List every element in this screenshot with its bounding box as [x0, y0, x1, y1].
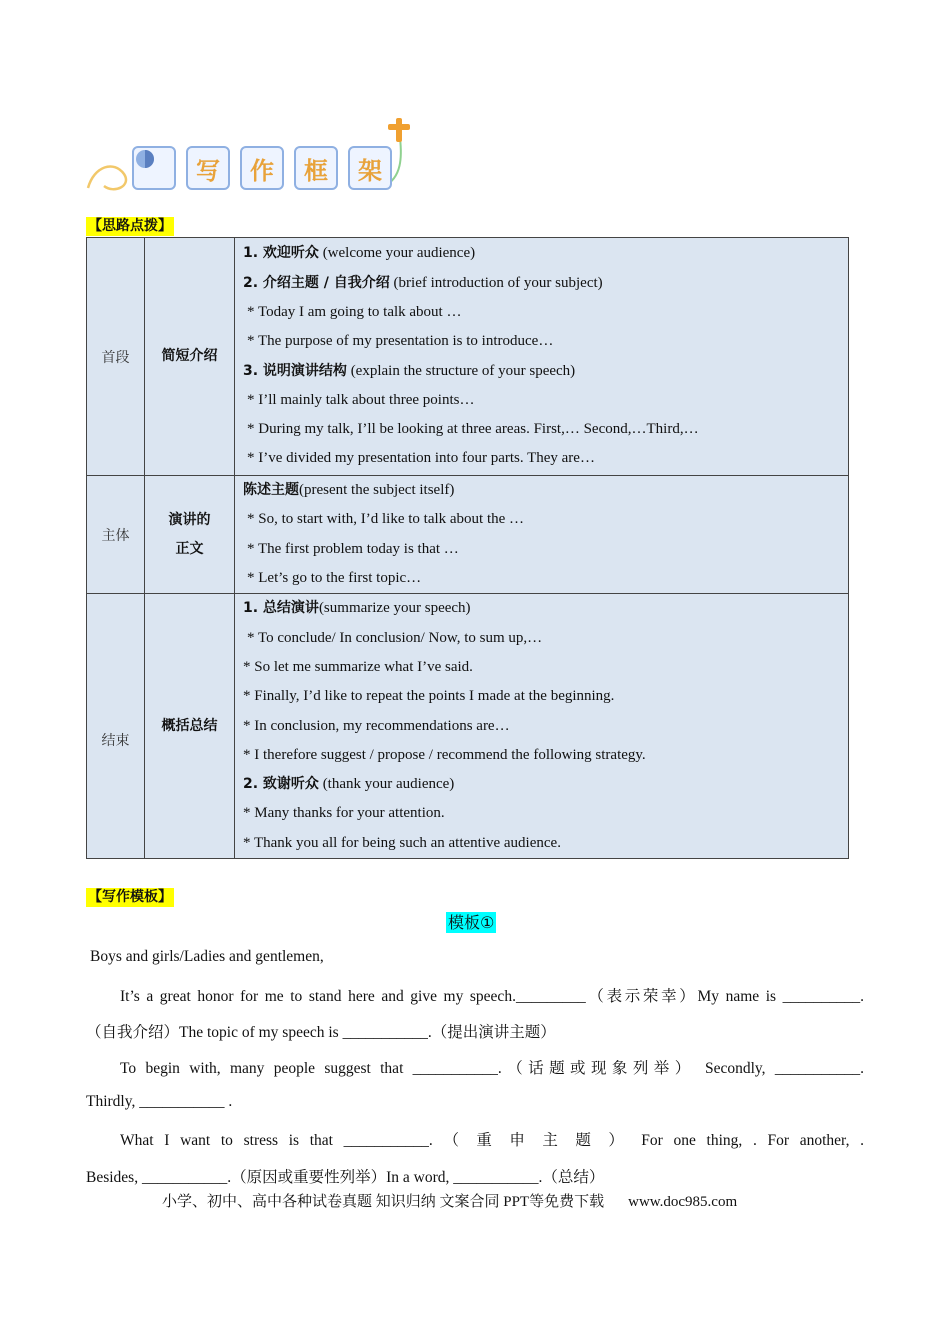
- paragraph-line: To begin with, many people suggest that ___________.（话题或现象列举） Secondly, ___________.: [120, 1060, 864, 1077]
- paragraph-line: Besides, ___________.（原因或重要性列举）In a word, ___________.（总结）: [86, 1169, 605, 1186]
- content-cell: [235, 238, 849, 476]
- content-line: * So, to start with, I’d like to talk about the …: [247, 511, 525, 528]
- thinking-label: 【思路点拨】: [88, 218, 172, 234]
- paragraph-line: What I want to stress is that ___________. （ 重 申 主 题 ） For one thing, . For another, .: [120, 1132, 864, 1149]
- paragraph-line: It’s a great honor for me to stand here and give my speech._________（表示荣幸）My name is __________.: [120, 988, 864, 1005]
- content-line: 2. 介绍主题 / 自我介绍 (brief introduction of your subject): [243, 274, 603, 291]
- content-line: * In conclusion, my recommendations are…: [243, 717, 510, 734]
- content-line: * To conclude/ In conclusion/ Now, to sum up,…: [247, 629, 543, 646]
- content-line: * Thank you all for being such an attentive audience.: [243, 834, 561, 851]
- topic-cell: 简短介绍: [145, 238, 235, 476]
- content-line: * I’ve divided my presentation into four parts. They are…: [247, 450, 595, 467]
- paragraph-line: Thirdly, ___________ .: [86, 1093, 233, 1110]
- content-line: * During my talk, I’ll be looking at three areas. First,… Second,…Third,…: [247, 421, 699, 438]
- topic-cell: 概括总结: [145, 594, 235, 859]
- topic-line: 正文: [175, 540, 204, 557]
- topic-cell: [145, 476, 235, 594]
- banner-icon-tile: [132, 146, 176, 190]
- content-line: * I’ll mainly talk about three points…: [247, 391, 475, 408]
- greeting-line: Boys and girls/Ladies and gentlemen,: [90, 948, 324, 965]
- table-row: [87, 594, 849, 859]
- content-line: * Let’s go to the first topic…: [247, 569, 422, 586]
- template-title: 模板①: [448, 913, 495, 932]
- topic-line: 演讲的: [168, 511, 211, 528]
- content-cell: [235, 594, 849, 859]
- content-line: 3. 说明演讲结构 (explain the structure of your speech): [243, 362, 576, 379]
- content-cell: [235, 476, 849, 594]
- stage-cell: 主体: [87, 476, 145, 594]
- banner-char-1: 写: [186, 146, 230, 190]
- content-line: * So let me summarize what I’ve said.: [243, 658, 473, 675]
- banner-char-2: 作: [240, 146, 284, 190]
- section-banner: [84, 116, 424, 196]
- content-line: 2. 致谢听众 (thank your audience): [243, 776, 455, 793]
- table-row: [87, 238, 849, 476]
- content-line: * The first problem today is that …: [247, 540, 459, 557]
- content-line: 陈述主题(present the subject itself): [243, 482, 455, 498]
- footer-url[interactable]: www.doc985.com: [628, 1194, 738, 1210]
- content-line: * Finally, I’d like to repeat the points I made at the beginning.: [243, 688, 615, 705]
- content-line: * Today I am going to talk about …: [247, 303, 462, 320]
- content-line: * The purpose of my presentation is to introduce…: [247, 333, 554, 350]
- content-line: * I therefore suggest / propose / recommend the following strategy.: [243, 746, 646, 763]
- content-line: 1. 总结演讲(summarize your speech): [243, 600, 471, 617]
- stage-cell: 结束: [87, 594, 145, 859]
- content-line: * Many thanks for your attention.: [243, 805, 445, 822]
- framework-table: [86, 237, 849, 859]
- pie-icon: [134, 148, 156, 170]
- table-row: [87, 476, 849, 594]
- template-label: 【写作模板】: [88, 889, 172, 905]
- page-footer: [162, 1190, 737, 1211]
- banner-char-4: 架: [348, 146, 392, 190]
- paragraph-line: （自我介绍）The topic of my speech is ___________.（提出演讲主题）: [86, 1024, 556, 1041]
- content-line: 1. 欢迎听众 (welcome your audience): [243, 245, 476, 262]
- footer-text: 小学、初中、高中各种试卷真题 知识归纳 文案合同 PPT等免费下载: [162, 1194, 605, 1210]
- stage-cell: 首段: [87, 238, 145, 476]
- banner-char-3: 框: [294, 146, 338, 190]
